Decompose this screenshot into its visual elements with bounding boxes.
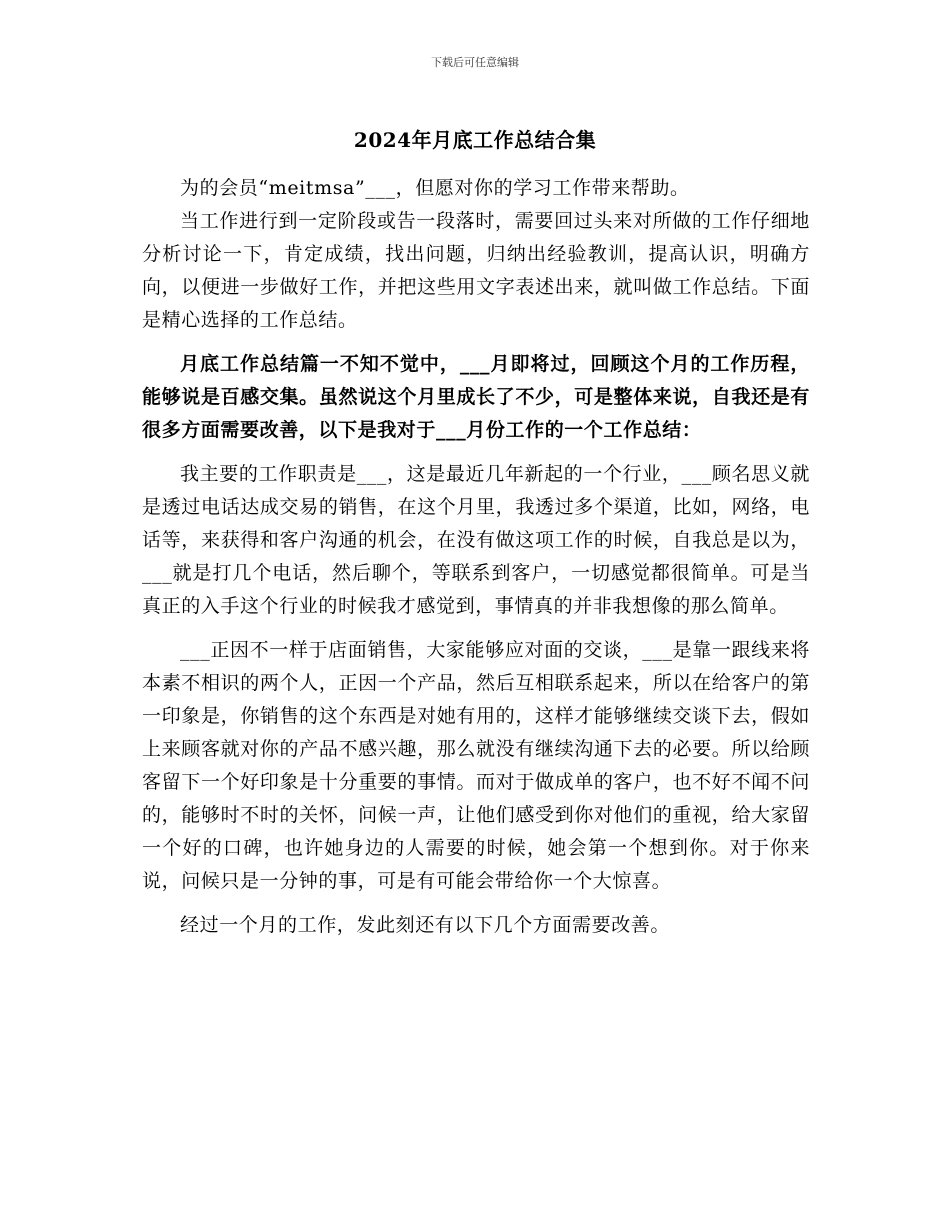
paragraph-improvements: 经过一个月的工作，发此刻还有以下几个方面需要改善。 xyxy=(180,914,671,936)
paragraph-intro: 为的会员“meitmsa”___，但愿对你的学习工作带来帮助。 xyxy=(180,177,690,199)
paragraph-job-duties: 我主要的工作职责是___，这是最近几年新起的一个行业，___顾名思义就是透过电话达成交易的销售，在这个月里，我透过多个渠道，比如，网络，电话等，来获得和客户沟通的机会，在没有做这项工作的时候，自我总是以为，___就是打几个电话，然后聊个，等联系到客户，一切感觉都很简单。可是当真正的入手这个行业的时候我才感觉到，事情真的并非我想像的那么简单。 xyxy=(142,463,810,617)
paragraph-definition: 当工作进行到一定阶段或告一段落时，需要回过头来对所做的工作仔细地分析讨论一下，肯定成绩，找出问题，归纳出经验教训，提高认识，明确方向，以便进一步做好工作，并把这些用文字表述出来，就叫做工作总结。下面是精心选择的工作总结。 xyxy=(142,210,810,331)
document-body xyxy=(142,172,810,942)
header-note: 下载后可任意编辑 xyxy=(431,56,519,69)
paragraph-section-one-heading: 月底工作总结篇一不知不觉中，___月即将过，回顾这个月的工作历程，能够说是百感交集。虽然说这个月里成长了不少，可是整体来说，自我还是有很多方面需要改善，以下是我对于___月份工作的一个工作总结： xyxy=(142,353,810,441)
paragraph-phone-sales: ___正因不一样于店面销售，大家能够应对面的交谈，___是靠一跟线来将本素不相识的两个人，正因一个产品，然后互相联系起来，所以在给客户的第一印象是，你销售的这个东西是对她有用的，这样才能够继续交谈下去，假如上来顾客就对你的产品不感兴趣，那么就没有继续沟通下去的必要。所以给顾客留下一个好印象是十分重要的事情。而对于做成单的客户，也不好不闻不问的，能够时不时的关怀，问候一声，让他们感受到你对他们的重视，给大家留一个好的口碑，也许她身边的人需要的时候，她会第一个想到你。对于你来说，问候只是一分钟的事，可是有可能会带给你一个大惊喜。 xyxy=(142,639,810,892)
page-title: 2024年月底工作总结合集 xyxy=(353,128,597,152)
